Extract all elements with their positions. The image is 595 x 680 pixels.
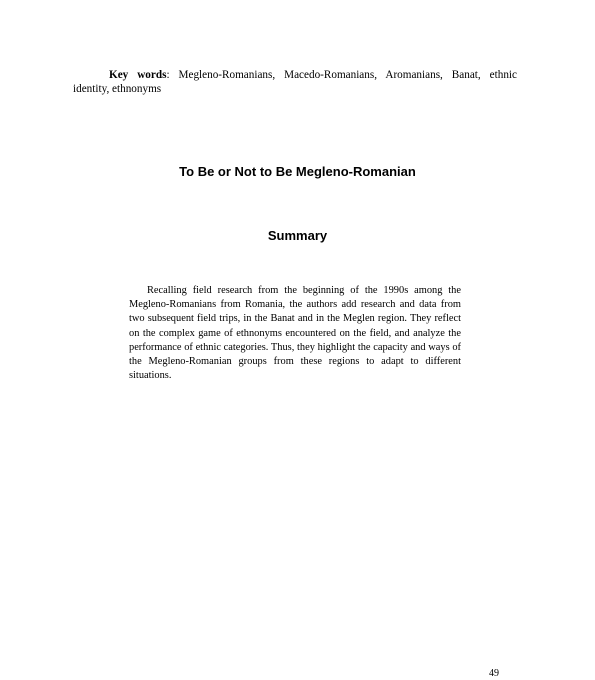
keywords-separator: :: [166, 69, 170, 81]
keywords-paragraph: [73, 68, 517, 96]
article-title: To Be or Not to Be Megleno-Romanian: [179, 164, 416, 179]
summary-text: Recalling field research from the beginning of the 1990s among the Megleno-Romanians from Romania, the authors add research and data from two subsequent field trips, in the Banat and in the Meglen region. They reflect on the complex game of ethnonyms encountered on the field, and analyze the performance of ethnic categories. Thus, they highlight the capacity and ways of the Megleno-Romanian groups from these regions to adapt to different situations.: [129, 285, 461, 382]
page-number: 49: [489, 668, 499, 679]
keywords-terms: Megleno-Romanians, Macedo-Romanians, Aromanians, Banat, ethnic identity, ethnonyms: [73, 69, 518, 95]
summary-heading: Summary: [267, 228, 328, 243]
keywords-label: Key words: [109, 69, 167, 81]
